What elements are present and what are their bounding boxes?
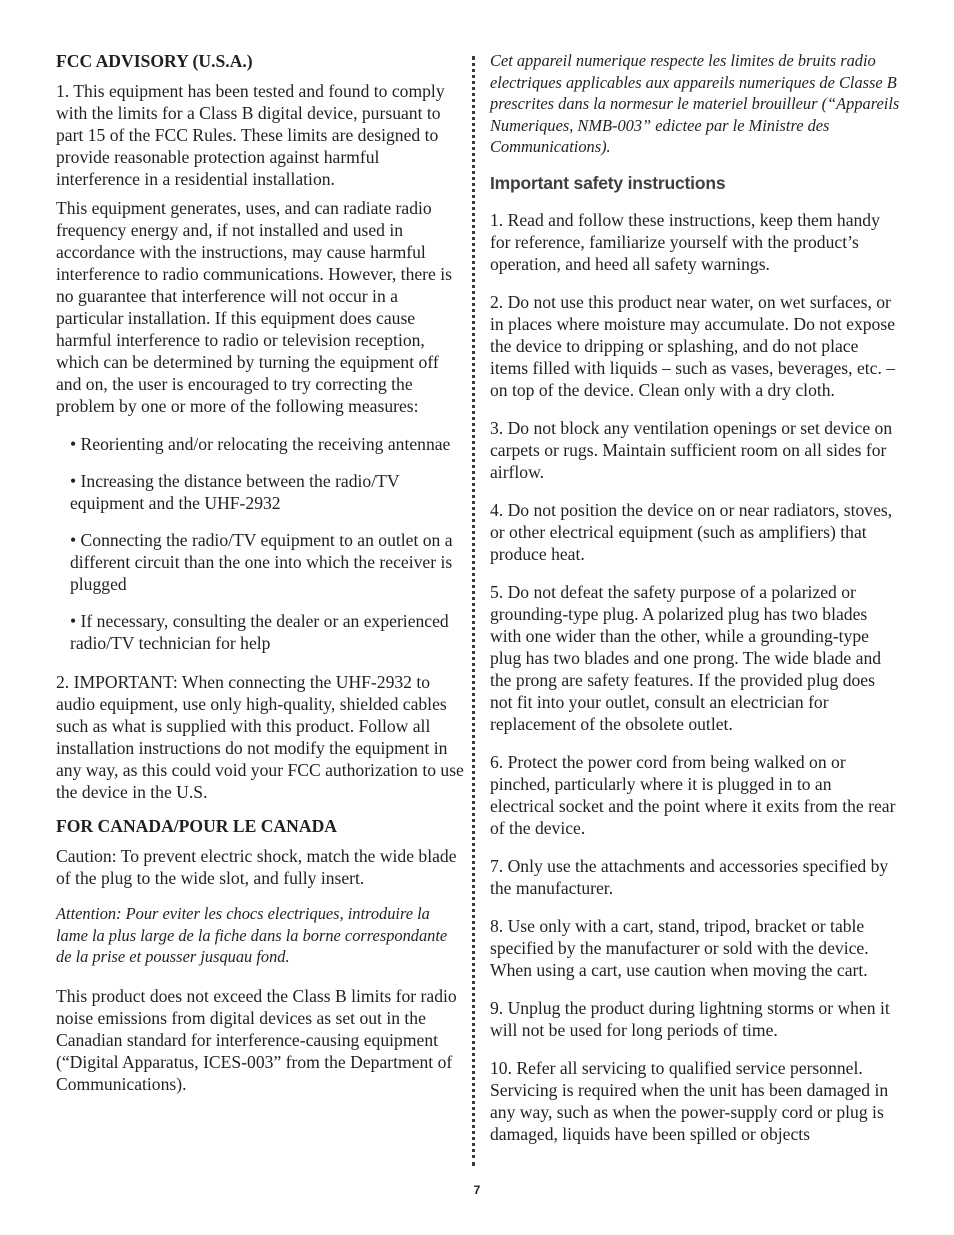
list-item: 4. Do not position the device on or near radiators, stoves, or other electrical equipment (such as amplifiers) that produce heat. [490,499,893,564]
list-item: 2. Do not use this product near water, on wet surfaces, or in places where moisture may accumulate. Do not expose the device to dripping or splashing, and do not place items filled with liquids – such as vases, beverages, etc. – on top of the device. Clean only with a dry cloth. [490,291,896,400]
list-item: 8. Use only with a cart, stand, tripod, bracket or table specified by the manufacturer or sold with the device. When using a cart, use caution when moving the cart. [490,915,869,980]
list-item: 1. Read and follow these instructions, keep them handy for reference, familiarize yourself with the product’s operation, and heed all safety warnings. [490,209,880,274]
list-item: • Increasing the distance between the radio/TV equipment and the UHF-2932 [70,471,400,513]
fcc-paragraph-3: 2. IMPORTANT: When connecting the UHF-2932 to audio equipment, use only high-quality, shielded cables such as what is supplied with this product. Follow all installation instructions do not modify the equipment in any way, as this could void your FCC authorization to use the device in the U.S. [56,672,464,802]
page-number: 7 [473,1183,481,1197]
canada-paragraph: This product does not exceed the Class B limits for radio noise emissions from digital devices as set out in the Canadian standard for interference-causing equipment (“Digital Apparatus, ICES-003” from the Department of Communications). [56,985,457,1094]
list-item: • Reorienting and/or relocating the receiving antennae [70,434,451,454]
fcc-paragraph-1: 1. This equipment has been tested and found to comply with the limits for a Class B digital device, pursuant to part 15 of the FCC Rules. These limits are designed to provide reasonable protection against harmful interference in a residential installation. [56,81,445,189]
left-column [56,50,464,1095]
list-item: 10. Refer all servicing to qualified service personnel. Servicing is required when the unit has been damaged in any way, such as when the power-supply cord or plug is damaged, liquids have been spilled or objects [490,1057,889,1144]
canada-attention: Attention: Pour eviter les chocs electriques, introduire la lame la plus large de la fiche dans la borne correspondante de la prise et pousser jusquau fond. [56,904,448,966]
list-item: • Connecting the radio/TV equipment to an outlet on a different circuit than the one into which the receiver is plugged [70,530,453,594]
canada-caution: Caution: To prevent electric shock, match the wide blade of the plug to the wide slot, and fully insert. [56,846,457,888]
list-item: 6. Protect the power cord from being walked on or pinched, particularly where it is plugged in to an electrical socket and the point where it exits from the rear of the device. [490,751,896,838]
list-item: 9. Unplug the product during lightning storms or when it will not be used for long periods of time. [490,997,890,1040]
list-item: • If necessary, consulting the dealer or an experienced radio/TV technician for help [70,611,449,653]
list-item: 3. Do not block any ventilation openings or set device on carpets or rugs. Maintain sufficient room on all sides for airflow. [490,417,893,482]
safety-heading: Important safety instructions [490,172,726,193]
french-notice: Cet appareil numerique respecte les limites de bruits radio electriques applicables aux appareils numeriques de Classe B prescrites dans la normesur le materiel brouilleur (“Appareils Numeriques, NMB-003” edictee par le Ministre des Communications). [490,51,900,156]
column-divider [472,56,475,1166]
safety-instructions-list [490,209,900,1145]
fcc-paragraph-2: This equipment generates, uses, and can radiate radio frequency energy and, if not installed and used in accordance with the instructions, may cause harmful interference to radio communications. However, there is no guarantee that interference will not occur in a particular installation. If this equipment does cause harmful interference to radio or television reception, which can be determined by turning the equipment off and on, the user is encouraged to try correcting the problem by one or more of the following measures: [56,198,452,416]
fcc-advisory-heading: FCC ADVISORY (U.S.A.) [56,51,253,71]
list-item: 7. Only use the attachments and accessories specified by the manufacturer. [490,855,889,898]
measures-list [56,433,464,654]
canada-heading: FOR CANADA/POUR LE CANADA [56,816,338,836]
list-item: 5. Do not defeat the safety purpose of a polarized or grounding-type plug. A polarized plug has two blades with one wider than the other, while a grounding-type plug has two blades and one prong. The wide blade and the prong are safety features. If the provided plug does not fit into your outlet, consult an electrician for replacement of the obsolete outlet. [490,581,882,734]
right-column [490,50,900,1145]
